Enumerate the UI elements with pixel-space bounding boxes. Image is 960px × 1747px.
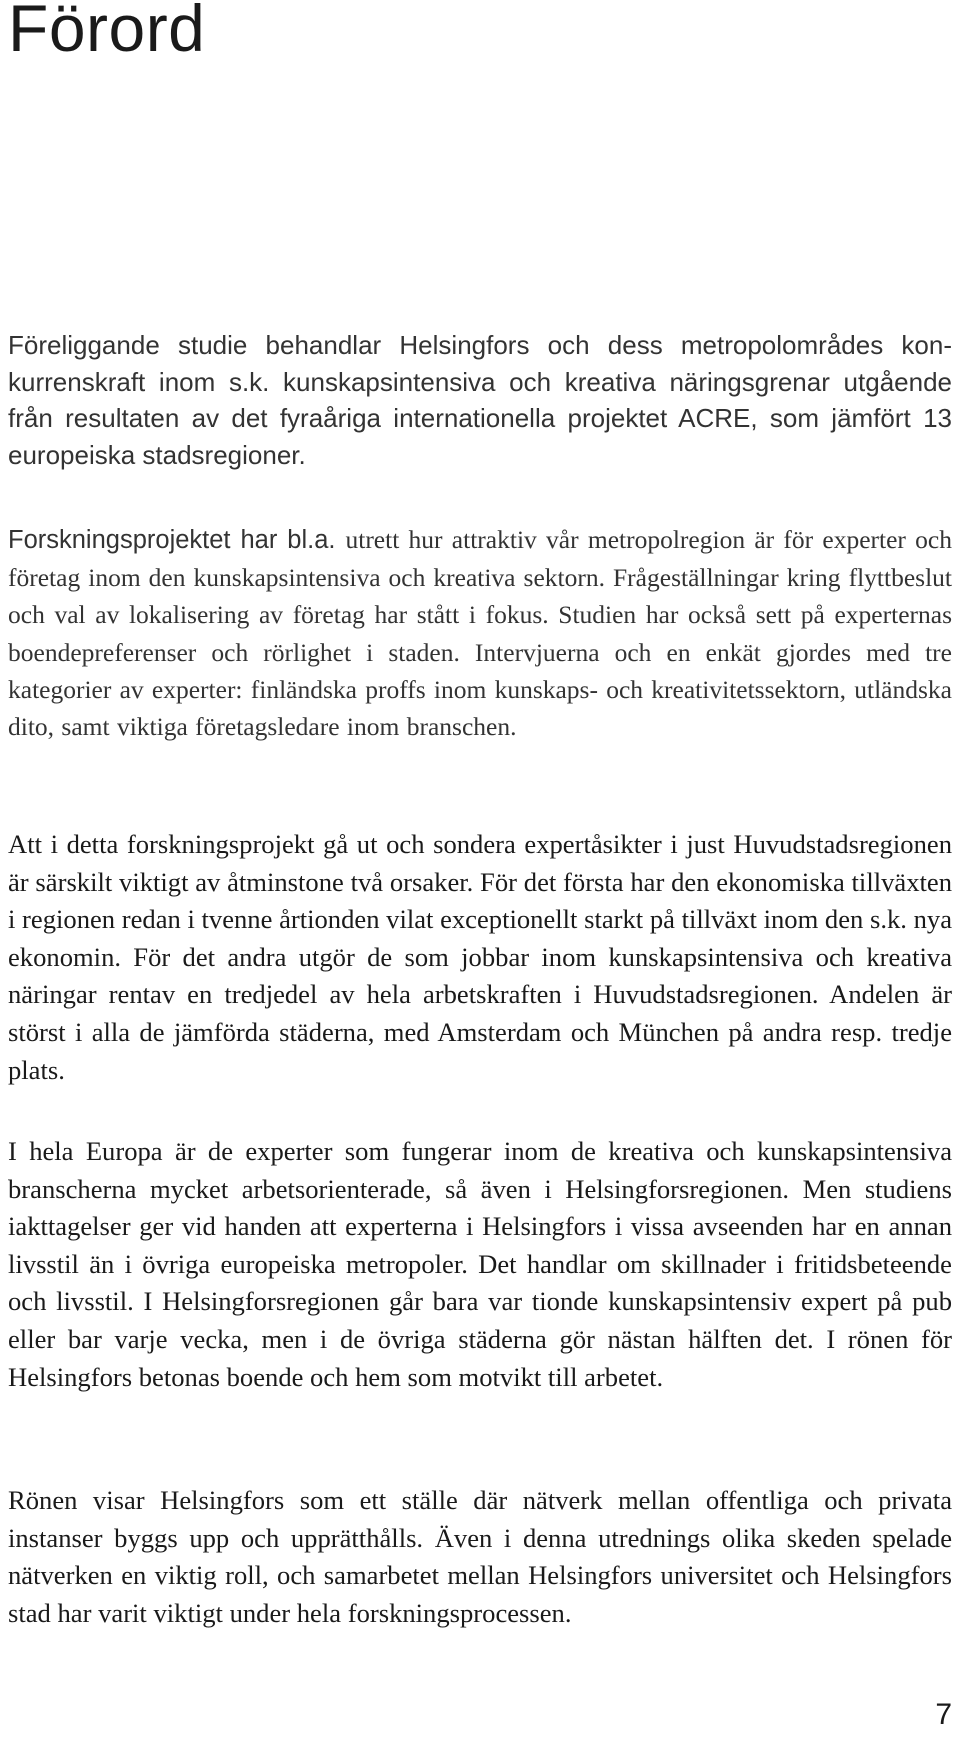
- page-title: Förord: [8, 0, 206, 65]
- paragraph-research-project-lead: Forskningsprojektet har bl.a.: [8, 526, 346, 554]
- paragraph-intro: Föreliggande studie behandlar Helsingfors och dess metropolområdes konkurrenskraft inom s.k. kunskapsintensiva och kreativa näringsgrenar utgående från resultaten av det fyraåriga internationella projektet ACRE, som jämfört 13 europeiska stadsregioner.: [8, 330, 952, 470]
- paragraph-capital-region: Att i detta forskningsprojekt gå ut och sondera expertåsikter i just Huvudstadsregionen är särskilt viktigt av åtminstone två orsaker. För det första har den ekonomiska tillväxten i regionen redan i tvenne årtionden vilat exceptionellt starkt på tillväxt inom den s.k. nya ekonomin. För det andra utgör de som jobbar inom kunskapsintensiva och kreativa näringar rentav en tredjedel av hela arbetskraften i Huvudstadsregionen. Andelen är störst i alla de jämförda städerna, med Amsterdam och München på andra resp. tredje plats.: [8, 829, 952, 1085]
- paragraph-research-project: [8, 521, 952, 745]
- paragraph-europe-experts: I hela Europa är de experter som fungerar inom de kreativa och kunskapsintensiva branscherna mycket arbetsorienterade, så även i Helsingforsregionen. Men studiens iakttagelser ger vid handen att experterna i Helsingfors i vissa avseenden har en annan livsstil än i övriga europeiska metropoler. Det handlar om skillnader i fritidsbeteende och livsstil. I Helsingforsregionen går bara var tionde kunskapsintensiv expert på pub eller bar varje vecka, men i de övriga städerna gör nästan hälften det. I rönen för Helsingfors betonas boende och hem som motvikt till arbetet.: [8, 1136, 952, 1392]
- paragraph-research-project-body: utrett hur attraktiv vår metropolregion är för experter och företag inom den kunskapsintensiva och kreativa sektorn. Frågeställningar kring flyttbeslut och val av lokalisering av företag har stått i fokus. Studien har också sett på experternas boendepreferenser och rörlighet i staden. Intervjuerna och en enkät gjordes med tre kategorier av experter: finländska proffs inom kunskaps- och kreativitetssektorn, utländska dito, samt viktiga företagsledare inom branschen.: [8, 525, 952, 742]
- paragraph-networks: Rönen visar Helsingfors som ett ställe där nätverk mellan offentliga och privata instanser byggs upp och upprätthålls. Även i denna utrednings olika skeden spelade nätverken en viktig roll, och samarbetet mellan Helsingfors universitet och Helsingfors stad har varit viktigt under hela forskningsprocessen.: [8, 1485, 952, 1628]
- page-number: 7: [935, 1698, 952, 1731]
